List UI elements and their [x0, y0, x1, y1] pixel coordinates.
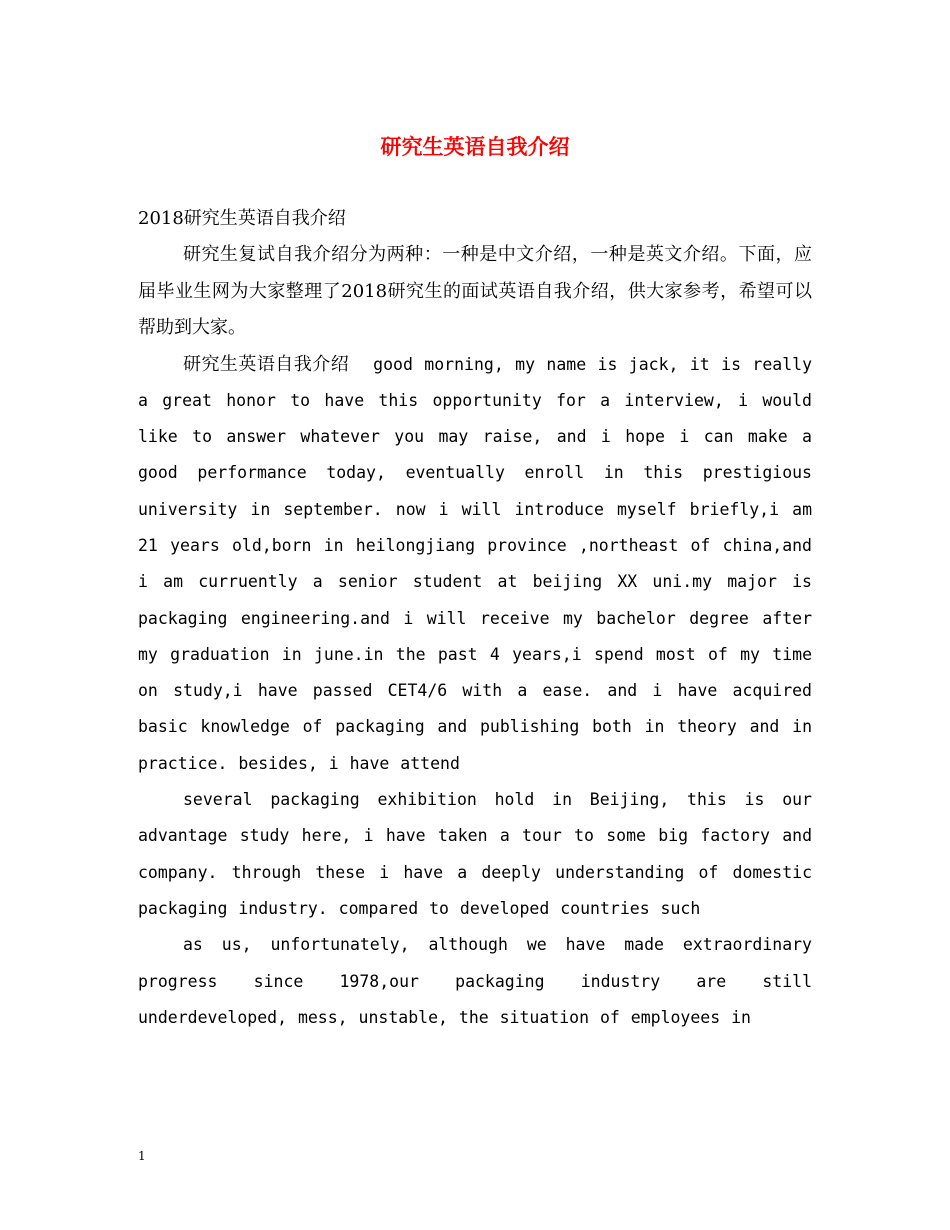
speech-text-1: good morning, my name is jack, it is really a great honor to have this opportunity for a interview, i would like to answer whatever you may raise, and i hope i can make a good performance today, eventually enroll in this prestigious university in september. now i will introduce myself briefly,i am 21 years old,born in heilongjiang province ,northeast of china,and i am curruently a senior student at beijing XX uni.my major is packaging engineering.and i will receive my bachelor degree after my graduation in june.in the past 4 years,i spend most of my time on study,i have passed CET4/6 with a ease. and i have acquired basic knowledge of packaging and publishing both in theory and in practice. besides, i have attend	[138, 354, 813, 773]
page-number: 1	[138, 1149, 146, 1163]
section-heading: 2018研究生英语自我介绍	[138, 208, 346, 229]
intro-paragraph: 研究生复试自我介绍分为两种：一种是中文介绍，一种是英文介绍。下面，应届毕业生网为大家整理了2018研究生的面试英语自我介绍，供大家参考，希望可以帮助到大家。	[138, 244, 812, 338]
speech-paragraph-2: several packaging exhibition hold in Beijing, this is our advantage study here, i have taken a tour to some big factory and company. through these i have a deeply understanding of domestic packaging industry. compared to developed countries such	[138, 790, 812, 918]
speech-paragraph-3: as us, unfortunately, although we have made extraordinary progress since 1978,our packaging industry are still underdeveloped, mess, unstable, the situation of employees in	[138, 935, 812, 1027]
speech-paragraph-1	[138, 347, 812, 783]
document-body	[138, 201, 812, 1036]
speech-label: 研究生英语自我介绍	[183, 353, 350, 375]
document-title: 研究生英语自我介绍	[380, 134, 570, 159]
